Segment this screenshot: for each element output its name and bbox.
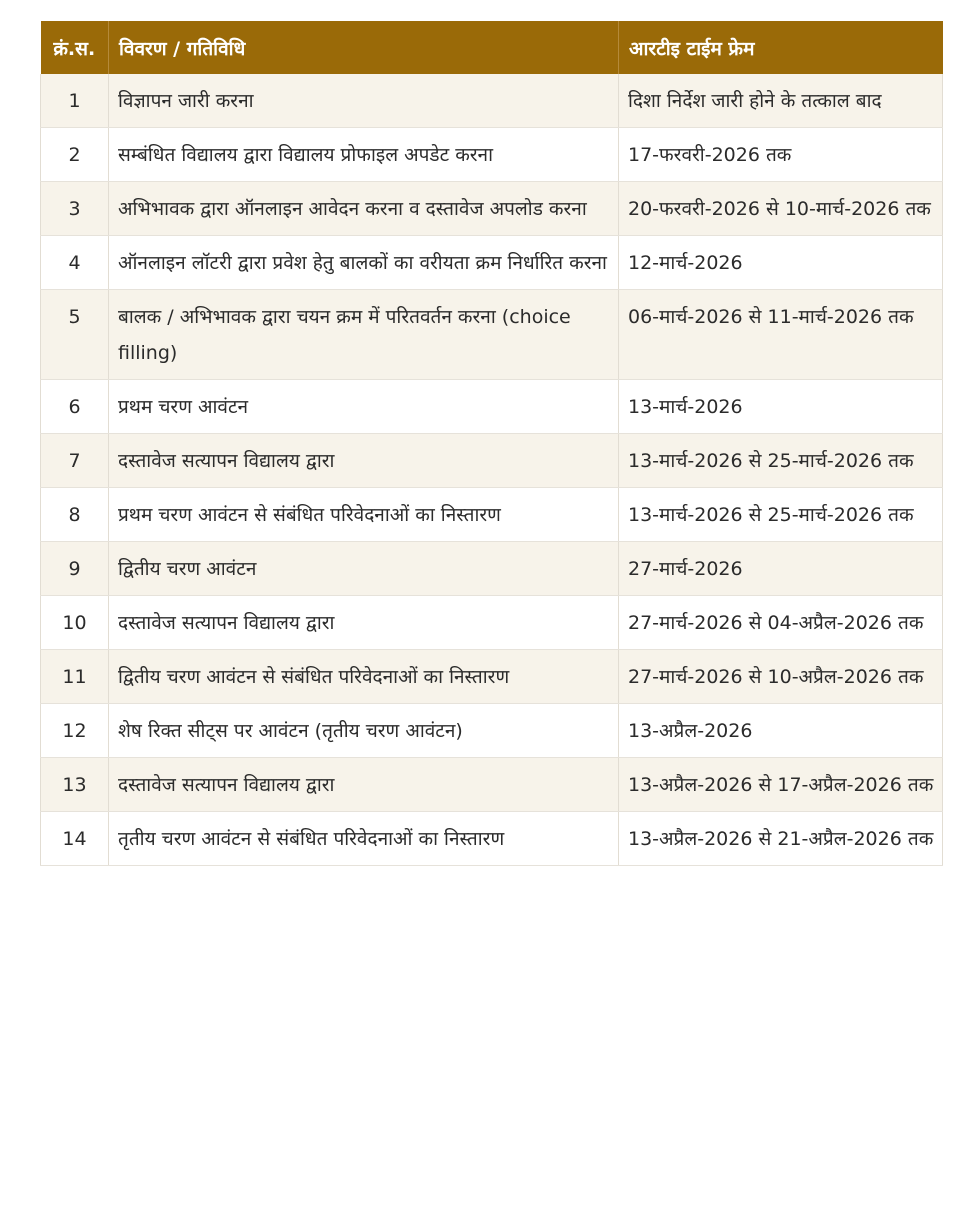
row-timeframe: 27-मार्च-2026 से 04-अप्रैल-2026 तक bbox=[619, 596, 943, 650]
table-row bbox=[41, 488, 943, 542]
table-row bbox=[41, 542, 943, 596]
row-timeframe: 13-मार्च-2026 से 25-मार्च-2026 तक bbox=[619, 488, 943, 542]
row-timeframe: 20-फरवरी-2026 से 10-मार्च-2026 तक bbox=[619, 182, 943, 236]
rte-schedule-table bbox=[40, 21, 943, 866]
row-serial-number: 8 bbox=[41, 488, 109, 542]
table-row bbox=[41, 758, 943, 812]
row-description: अभिभावक द्वारा ऑनलाइन आवेदन करना व दस्तावेज अपलोड करना bbox=[109, 182, 619, 236]
row-serial-number: 1 bbox=[41, 74, 109, 128]
row-description: द्वितीय चरण आवंटन bbox=[109, 542, 619, 596]
row-description: बालक / अभिभावक द्वारा चयन क्रम में परितवर्तन करना (choice filling) bbox=[109, 290, 619, 380]
row-timeframe: 13-मार्च-2026 से 25-मार्च-2026 तक bbox=[619, 434, 943, 488]
header-row bbox=[41, 21, 943, 74]
row-description: दस्तावेज सत्यापन विद्यालय द्वारा bbox=[109, 758, 619, 812]
table-row bbox=[41, 74, 943, 128]
row-description: विज्ञापन जारी करना bbox=[109, 74, 619, 128]
table-row bbox=[41, 596, 943, 650]
row-timeframe: 13-अप्रैल-2026 से 17-अप्रैल-2026 तक bbox=[619, 758, 943, 812]
table-row bbox=[41, 236, 943, 290]
row-serial-number: 10 bbox=[41, 596, 109, 650]
row-description: ऑनलाइन लॉटरी द्वारा प्रवेश हेतु बालकों का वरीयता क्रम निर्धारित करना bbox=[109, 236, 619, 290]
header-serial-number: क्रं.स. bbox=[41, 21, 109, 74]
row-timeframe: 27-मार्च-2026 bbox=[619, 542, 943, 596]
row-timeframe: 13-अप्रैल-2026 से 21-अप्रैल-2026 तक bbox=[619, 812, 943, 866]
row-serial-number: 6 bbox=[41, 380, 109, 434]
row-timeframe: 13-अप्रैल-2026 bbox=[619, 704, 943, 758]
row-timeframe: 12-मार्च-2026 bbox=[619, 236, 943, 290]
row-timeframe: 27-मार्च-2026 से 10-अप्रैल-2026 तक bbox=[619, 650, 943, 704]
table-row bbox=[41, 704, 943, 758]
header-description: विवरण / गतिविधि bbox=[109, 21, 619, 74]
row-timeframe: 06-मार्च-2026 से 11-मार्च-2026 तक bbox=[619, 290, 943, 380]
row-description: द्वितीय चरण आवंटन से संबंधित परिवेदनाओं का निस्तारण bbox=[109, 650, 619, 704]
row-serial-number: 9 bbox=[41, 542, 109, 596]
row-description: दस्तावेज सत्यापन विद्यालय द्वारा bbox=[109, 434, 619, 488]
row-description: दस्तावेज सत्यापन विद्यालय द्वारा bbox=[109, 596, 619, 650]
table-row bbox=[41, 182, 943, 236]
row-serial-number: 14 bbox=[41, 812, 109, 866]
schedule-table-container bbox=[40, 21, 942, 866]
header-timeframe: आरटीइ टाईम फ्रेम bbox=[619, 21, 943, 74]
row-description: प्रथम चरण आवंटन bbox=[109, 380, 619, 434]
row-timeframe: दिशा निर्देश जारी होने के तत्काल बाद bbox=[619, 74, 943, 128]
row-serial-number: 12 bbox=[41, 704, 109, 758]
row-description: शेष रिक्त सीट्स पर आवंटन (तृतीय चरण आवंटन) bbox=[109, 704, 619, 758]
table-header bbox=[41, 21, 943, 74]
row-serial-number: 4 bbox=[41, 236, 109, 290]
table-row bbox=[41, 290, 943, 380]
row-description: सम्बंधित विद्यालय द्वारा विद्यालय प्रोफाइल अपडेट करना bbox=[109, 128, 619, 182]
row-timeframe: 17-फरवरी-2026 तक bbox=[619, 128, 943, 182]
table-row bbox=[41, 380, 943, 434]
row-serial-number: 13 bbox=[41, 758, 109, 812]
table-body bbox=[41, 74, 943, 866]
table-row bbox=[41, 650, 943, 704]
row-timeframe: 13-मार्च-2026 bbox=[619, 380, 943, 434]
row-description: तृतीय चरण आवंटन से संबंधित परिवेदनाओं का निस्तारण bbox=[109, 812, 619, 866]
table-row bbox=[41, 812, 943, 866]
row-description: प्रथम चरण आवंटन से संबंधित परिवेदनाओं का निस्तारण bbox=[109, 488, 619, 542]
row-serial-number: 3 bbox=[41, 182, 109, 236]
row-serial-number: 11 bbox=[41, 650, 109, 704]
table-row bbox=[41, 128, 943, 182]
row-serial-number: 7 bbox=[41, 434, 109, 488]
row-serial-number: 2 bbox=[41, 128, 109, 182]
row-serial-number: 5 bbox=[41, 290, 109, 380]
table-row bbox=[41, 434, 943, 488]
